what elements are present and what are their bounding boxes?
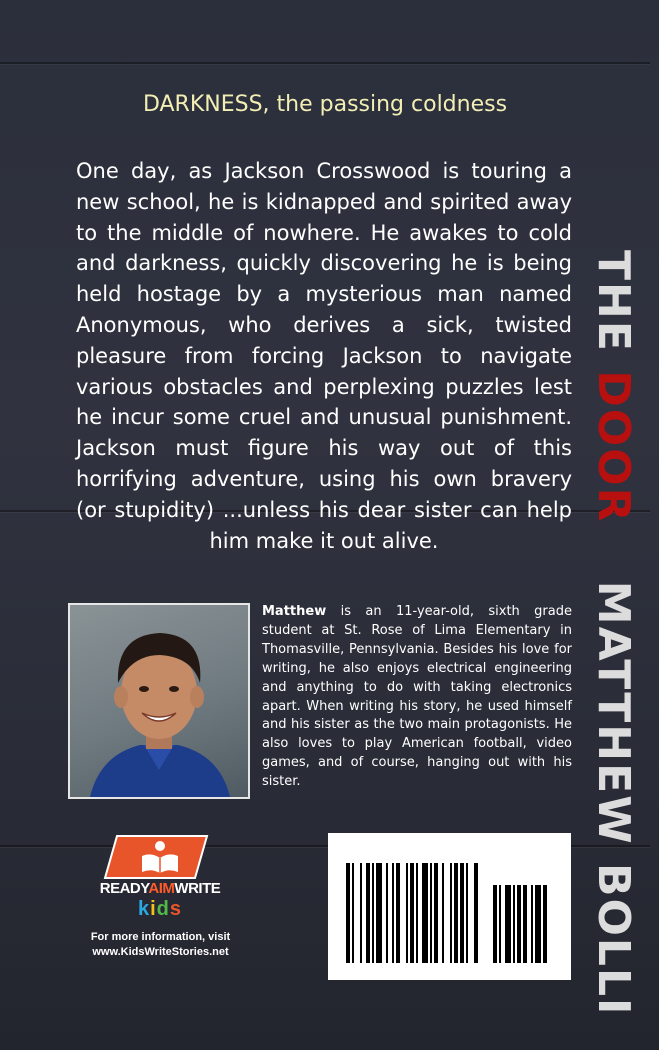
- barcode-bar: [499, 885, 501, 963]
- logo-kids: kids: [137, 898, 183, 920]
- book-blurb: One day, as Jackson Crosswood is touring a new school, he is kidnapped and spirited away to the middle of nowhere. He awakes to cold and darkness, quickly discovering he is being held hostage by a mysterious man named Anonymous, who derives a sick, twisted pleasure from forcing Jackson to navigate various obstacles and perplexing puzzles lest he incur some cruel and unusual punishment. Jackson must figure his way out of this horrifying adventure, using his own bravery (or stupidity) ...unless his dear sister can help him make it out alive.: [76, 159, 572, 553]
- spine-text: [588, 250, 639, 1016]
- barcode-bar: [442, 863, 444, 963]
- book-subtitle: DARKNESS, the passing coldness: [142, 92, 508, 117]
- barcode-bar: [430, 863, 432, 963]
- book-reader-icon: [95, 832, 225, 882]
- spine-title-prefix: THE: [588, 250, 639, 353]
- barcode-bar: [535, 885, 541, 963]
- author-bio: [262, 603, 572, 792]
- spine-title-word: DOOR: [588, 370, 639, 524]
- barcode-bar: [346, 863, 350, 963]
- barcode-bar: [466, 863, 468, 963]
- barcode-bar: [352, 863, 354, 963]
- barcode-bar: [372, 863, 374, 963]
- publisher-website: www.KidsWriteStories.net: [92, 946, 229, 958]
- barcode-bar: [513, 885, 515, 963]
- barcode-bar: [460, 863, 464, 963]
- barcode-bar: [474, 863, 478, 963]
- barcode-bar: [434, 863, 438, 963]
- spine: [588, 240, 659, 1017]
- barcode-bar: [531, 885, 533, 963]
- barcode-bar: [396, 863, 400, 963]
- barcode-bar: [422, 863, 428, 963]
- publisher-info-line1: For more information, visit: [90, 931, 231, 943]
- barcode-bar: [523, 885, 527, 963]
- barcode-bar: [386, 863, 388, 963]
- barcode-bar: [543, 885, 547, 963]
- barcode-bar: [366, 863, 370, 963]
- barcode-bar: [493, 885, 497, 963]
- barcode-bar: [376, 863, 382, 963]
- spine-author: MATTHEW BOLLI: [588, 580, 639, 1017]
- barcode-bar: [416, 863, 418, 963]
- logo-wordmark: READYAIMWRITE: [99, 880, 221, 897]
- publisher-info: [78, 930, 243, 960]
- barcode-bar: [454, 863, 458, 963]
- author-photo: [68, 603, 250, 799]
- barcode: [328, 833, 571, 980]
- barcode-bar: [410, 863, 414, 963]
- barcode-bar: [406, 863, 408, 963]
- barcode-bar: [360, 863, 362, 963]
- barcode-bar: [517, 885, 521, 963]
- barcode-bar: [450, 863, 452, 963]
- barcode-bar: [392, 863, 394, 963]
- author-bio-text: is an 11-year-old, sixth grade student at St. Rose of Lima Elementary in Thomasville, Pennsylvania. Besides his love for writing, he also enjoys electrical engineering and anything to do with taking electronics apart. When writing his story, he used himself and his sister as the two main protagonists. He also loves to play American football, video games, and of course, hanging out with his sister.: [262, 604, 572, 790]
- barcode-bar: [505, 885, 511, 963]
- publisher-logo: [95, 832, 225, 932]
- cover-fold-top: [0, 62, 650, 64]
- author-name: Matthew: [262, 604, 327, 619]
